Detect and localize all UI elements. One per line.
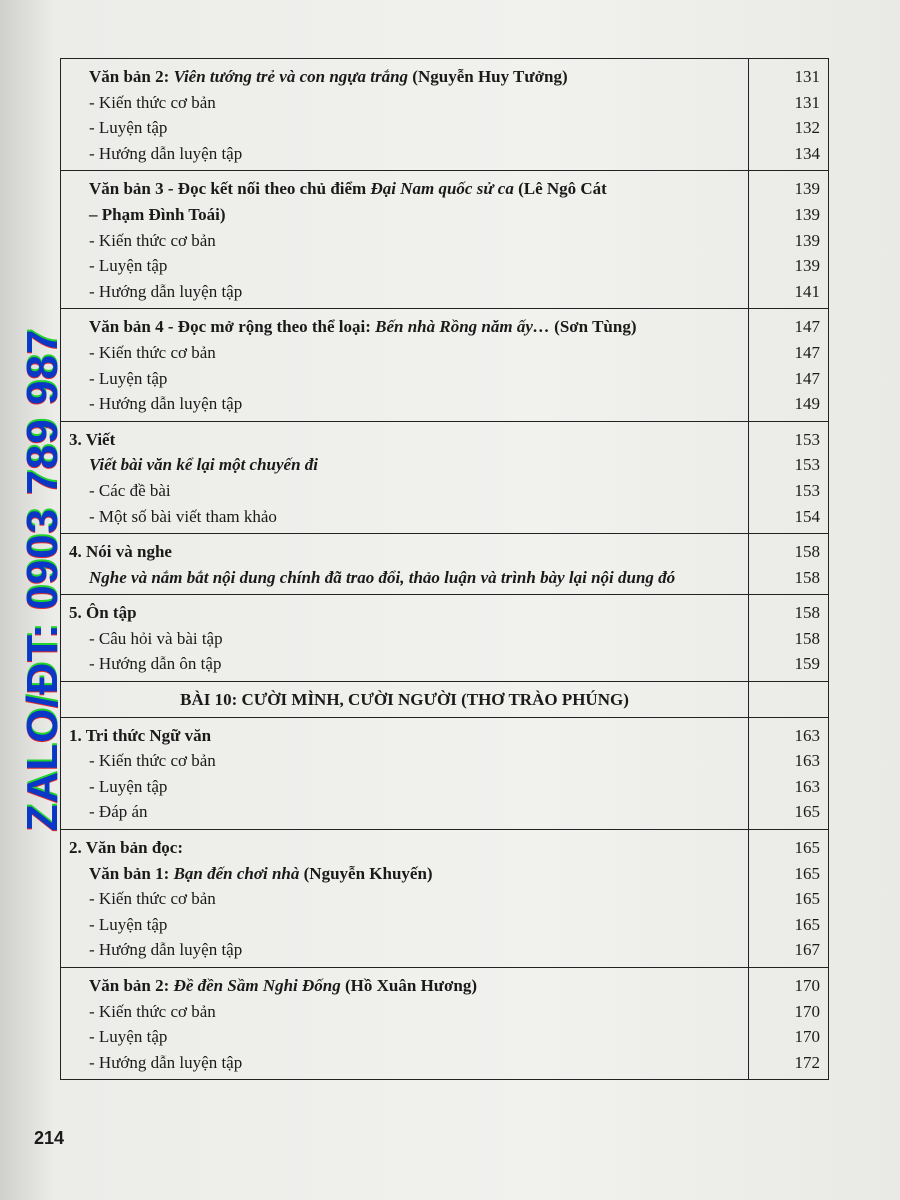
- entry-text: - Hướng dẫn luyện tập: [89, 394, 243, 414]
- toc-section: [61, 717, 829, 829]
- entry-title-cell: [61, 534, 749, 595]
- toc-section: [61, 830, 829, 968]
- entry-title-cell: [61, 171, 749, 309]
- entry-text: Bạn đến chơi nhà: [173, 863, 300, 883]
- entry-title-cell: [61, 682, 749, 718]
- toc-entry: [89, 478, 740, 504]
- entry-text: Viên tướng trẻ và con ngựa trắng: [173, 67, 409, 86]
- entry-text: (Sơn Tùng): [549, 317, 637, 337]
- entry-text: - Hướng dẫn luyện tập: [89, 143, 243, 163]
- contact-watermark: ZALO/ĐT: 0903 789 987: [18, 328, 67, 832]
- entry-text: Bến nhà Rồng năm ấy…: [375, 317, 550, 337]
- entry-text: – Phạm Đình Toái): [89, 204, 226, 224]
- entry-page: 153: [794, 480, 820, 500]
- toc-entry: [69, 723, 740, 749]
- entry-page: 165: [794, 914, 820, 934]
- toc-entry: [89, 999, 740, 1025]
- entry-text: - Luyện tập: [89, 256, 168, 276]
- toc-entry: [89, 228, 740, 254]
- toc-section: [61, 534, 829, 595]
- toc-entry: [69, 600, 740, 626]
- entry-page: 158: [794, 567, 820, 587]
- entry-text: - Luyện tập: [89, 118, 168, 138]
- entry-title-cell: [61, 717, 749, 829]
- entry-text: - Kiến thức cơ bản: [89, 230, 216, 250]
- entry-page: 172: [794, 1052, 820, 1072]
- entry-text: - Kiến thức cơ bản: [89, 1001, 216, 1021]
- entry-page: 147: [794, 342, 820, 362]
- entry-title-cell: [61, 59, 749, 171]
- entry-page: 158: [794, 542, 820, 562]
- lesson-title: BÀI 10: CƯỜI MÌNH, CƯỜI NGƯỜI (THƠ TRÀO PHÚNG): [180, 690, 629, 710]
- entry-page: 158: [794, 603, 820, 623]
- toc-entry: [89, 651, 740, 677]
- table-of-contents: [60, 58, 829, 1080]
- page-number-cell: [749, 421, 829, 533]
- entry-page: 159: [794, 654, 820, 674]
- toc-entry: [89, 565, 740, 591]
- entry-page: 170: [794, 1001, 820, 1021]
- toc-entry: [69, 835, 740, 861]
- entry-text: - Kiến thức cơ bản: [89, 92, 216, 112]
- entry-text: Văn bản 3 - Đọc kết nối theo chủ điểm: [89, 179, 371, 199]
- entry-page: 153: [794, 455, 820, 475]
- toc-entry: [89, 391, 740, 417]
- entry-text: - Luyện tập: [89, 914, 168, 934]
- page-number-cell: [749, 717, 829, 829]
- entry-page: 147: [794, 368, 820, 388]
- entry-text: - Hướng dẫn ôn tập: [89, 654, 222, 674]
- entry-text: 4. Nói và nghe: [69, 542, 172, 562]
- entry-page: 154: [794, 506, 820, 526]
- entry-text: Văn bản 4 - Đọc mở rộng theo thể loại:: [89, 317, 376, 337]
- entry-page: 158: [794, 628, 820, 648]
- entry-page: 139: [794, 256, 820, 276]
- page-number: 214: [34, 1128, 65, 1148]
- entry-page: 134: [794, 143, 820, 163]
- entry-page: 131: [794, 92, 820, 112]
- entry-text: Viết bài văn kể lại một chuyến đi: [89, 455, 319, 475]
- entry-text: 1. Tri thức Ngữ văn: [69, 725, 212, 745]
- toc-entry: [89, 937, 740, 963]
- toc-entry: [89, 626, 740, 652]
- toc-entry: [89, 115, 740, 141]
- entry-page: 165: [794, 838, 820, 858]
- toc-entry: [89, 912, 740, 938]
- entry-text: - Đáp án: [89, 802, 148, 822]
- entry-page: 139: [794, 204, 820, 224]
- toc-entry: [89, 886, 740, 912]
- entry-text: - Hướng dẫn luyện tập: [89, 1052, 243, 1072]
- entry-text: - Luyện tập: [89, 1027, 168, 1047]
- entry-text: (Lê Ngô Cát: [513, 179, 607, 199]
- toc-entry: [89, 90, 740, 116]
- page-number-cell: [749, 968, 829, 1080]
- entry-page: 167: [794, 940, 820, 960]
- toc-entry: [89, 366, 740, 392]
- entry-text: Văn bản 1:: [89, 863, 174, 883]
- toc-entry: [89, 314, 740, 340]
- toc-entry: [89, 861, 740, 887]
- entry-page: 165: [794, 863, 820, 883]
- entry-text: - Kiến thức cơ bản: [89, 342, 216, 362]
- toc-section: [61, 968, 829, 1080]
- entry-text: - Luyện tập: [89, 368, 168, 388]
- toc-section: [61, 59, 829, 171]
- entry-text: - Một số bài viết tham khảo: [89, 506, 277, 526]
- toc-entry: [69, 539, 740, 565]
- toc-section: [61, 595, 829, 682]
- entry-title-cell: [61, 421, 749, 533]
- entry-page: 131: [794, 67, 820, 86]
- entry-text: Văn bản 2:: [89, 67, 174, 86]
- entry-text: Văn bản 2:: [89, 976, 174, 995]
- lesson-header-row: [61, 682, 829, 718]
- entry-text: (Hồ Xuân Hương): [340, 976, 478, 995]
- toc-entry: [89, 176, 740, 202]
- toc-section: [61, 309, 829, 421]
- entry-text: - Kiến thức cơ bản: [89, 889, 216, 909]
- entry-page: 132: [794, 118, 820, 138]
- toc-entry: [89, 279, 740, 305]
- toc-entry: [89, 64, 740, 90]
- entry-page: 163: [794, 725, 820, 745]
- entry-text: Đại Nam quốc sử ca: [370, 179, 514, 199]
- entry-text: - Câu hỏi và bài tập: [89, 628, 223, 648]
- toc-entry: [89, 799, 740, 825]
- entry-page: 147: [794, 317, 820, 337]
- toc-entry: [89, 1050, 740, 1076]
- entry-page: 165: [794, 802, 820, 822]
- toc-section: [61, 421, 829, 533]
- toc-entry: [89, 253, 740, 279]
- entry-text: - Hướng dẫn luyện tập: [89, 940, 243, 960]
- entry-title-cell: [61, 595, 749, 682]
- entry-page: 163: [794, 751, 820, 771]
- entry-title-cell: [61, 830, 749, 968]
- entry-text: 2. Văn bản đọc:: [69, 838, 183, 858]
- entry-text: Đề đền Sầm Nghi Đống: [173, 976, 341, 995]
- toc-entry: [89, 1024, 740, 1050]
- page-number-cell: [749, 534, 829, 595]
- entry-page: 165: [794, 889, 820, 909]
- entry-page: 163: [794, 776, 820, 796]
- entry-text: - Kiến thức cơ bản: [89, 751, 216, 771]
- toc-section: [61, 171, 829, 309]
- toc-entry: [89, 748, 740, 774]
- entry-page: 139: [794, 179, 820, 199]
- page-number-cell: [749, 830, 829, 968]
- page-number-cell: [749, 309, 829, 421]
- page-number-cell: [749, 59, 829, 171]
- entry-text: - Các đề bài: [89, 480, 171, 500]
- entry-text: - Luyện tập: [89, 776, 168, 796]
- entry-page: 139: [794, 230, 820, 250]
- page-number-cell: [749, 171, 829, 309]
- toc-entry: [89, 141, 740, 167]
- toc-entry: [89, 774, 740, 800]
- entry-text: (Nguyễn Khuyến): [299, 863, 433, 883]
- toc-entry: [89, 973, 740, 999]
- entry-page: 153: [794, 429, 820, 449]
- entry-text: (Nguyễn Huy Tưởng): [408, 67, 568, 86]
- entry-title-cell: [61, 968, 749, 1080]
- toc-entry: [89, 504, 740, 530]
- entry-page: 141: [794, 281, 820, 301]
- toc-entry: [89, 202, 740, 228]
- entry-text: - Hướng dẫn luyện tập: [89, 281, 243, 301]
- toc-entry: [89, 452, 740, 478]
- toc-entry: [69, 427, 740, 453]
- entry-page: 170: [794, 976, 820, 995]
- entry-title-cell: [61, 309, 749, 421]
- page-number-cell: [749, 682, 829, 718]
- entry-page: 149: [794, 394, 820, 414]
- page-number-cell: [749, 595, 829, 682]
- entry-text: 3. Viết: [69, 429, 116, 449]
- toc-entry: [89, 340, 740, 366]
- entry-page: 170: [794, 1027, 820, 1047]
- entry-text: 5. Ôn tập: [69, 603, 137, 623]
- entry-text: Nghe và nắm bắt nội dung chính đã trao đổi, thảo luận và trình bày lại nội dung đó: [89, 567, 676, 587]
